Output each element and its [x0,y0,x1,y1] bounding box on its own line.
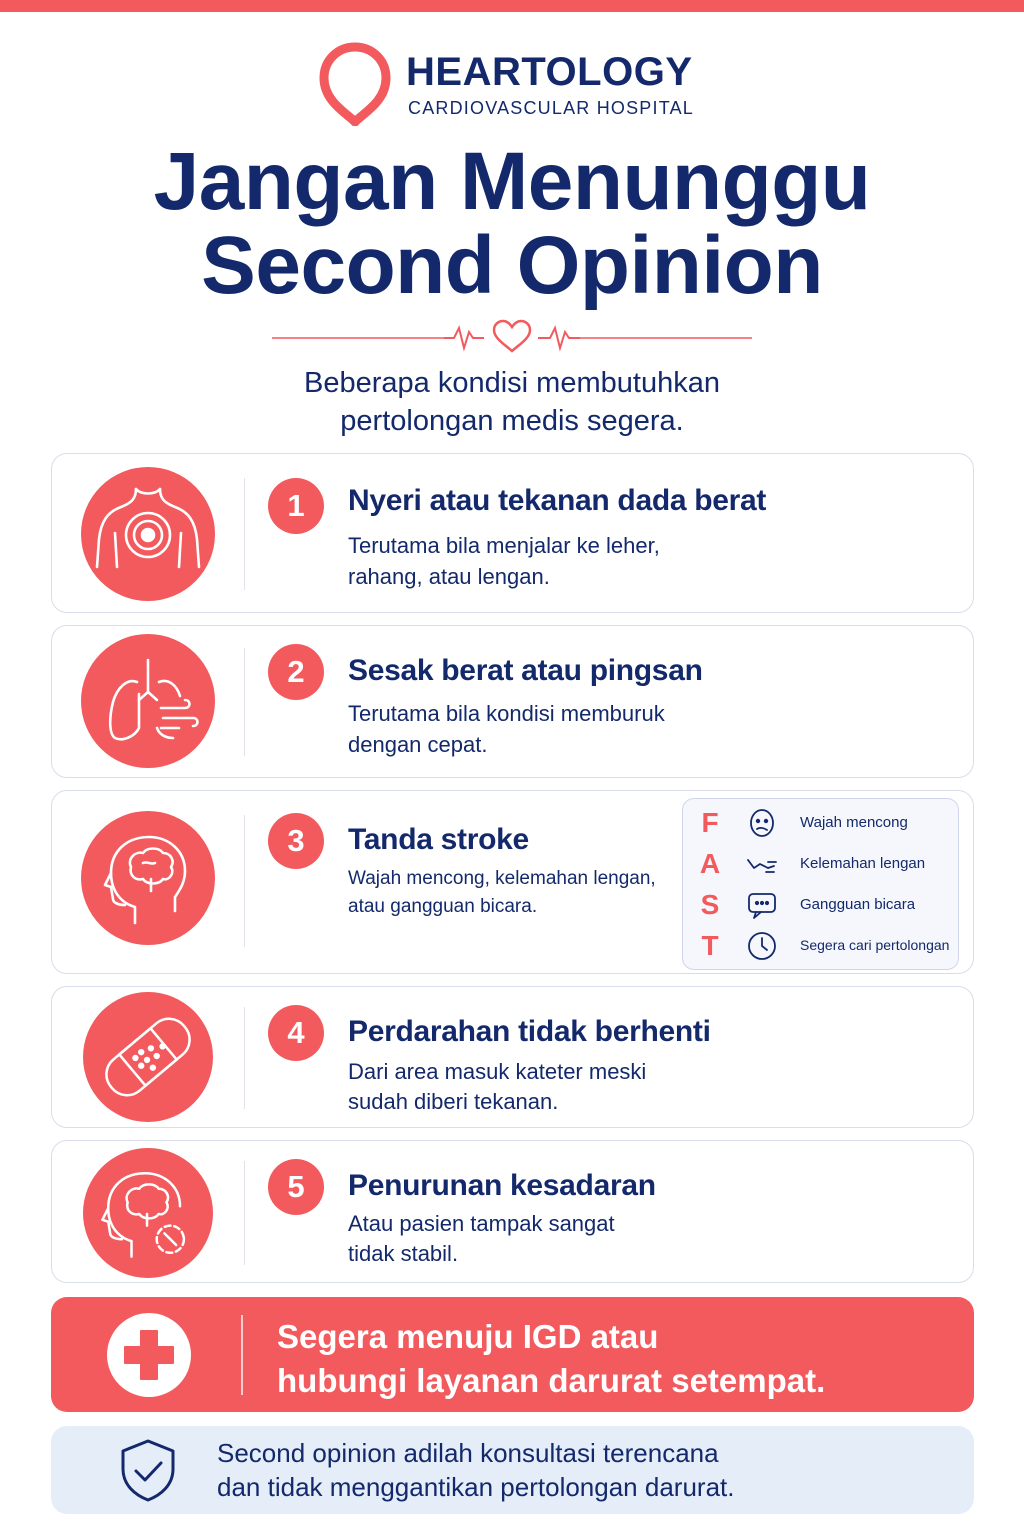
fast-label: Wajah mencong [800,814,908,831]
card-divider [244,1007,245,1109]
condition-desc-line: Terutama bila kondisi memburuk [348,701,665,726]
logo-mark-icon [318,42,392,126]
condition-desc-line: rahang, atau lengan. [348,564,550,589]
condition-description [348,1209,728,1269]
fast-label: Segera cari pertolongan [800,937,950,953]
condition-card-4 [51,986,974,1128]
condition-title: Sesak berat atau pingsan [348,654,703,687]
head-dizzy-icon [83,1148,213,1278]
card-divider [244,815,245,947]
condition-desc-line: tidak stabil. [348,1241,459,1266]
condition-desc-line: Atau pasien tampak sangat [348,1211,615,1236]
chest-pain-icon [81,467,215,601]
condition-description [348,1057,728,1117]
condition-description [348,530,728,592]
top-accent-bar [0,0,1024,12]
face-icon [746,807,778,839]
condition-description [348,865,678,921]
intro-text [0,364,1024,440]
speech-icon [746,889,778,921]
note-line-2: dan tidak menggantikan pertolongan darurat. [217,1472,735,1502]
fast-letter: A [699,848,721,879]
fast-letter: S [700,889,720,920]
fast-stroke-box [682,798,959,970]
fast-row-s [683,885,960,925]
bandage-icon [83,992,213,1122]
fast-label: Gangguan bicara [800,896,916,913]
card-divider [244,478,245,590]
card-divider [244,648,245,756]
condition-card-5 [51,1140,974,1283]
second-opinion-note [51,1426,974,1514]
condition-desc-line: atau gangguan bicara. [348,896,538,917]
condition-title: Nyeri atau tekanan dada berat [348,484,767,517]
shield-check-icon [115,1437,181,1503]
cta-line-2: hubungi layanan darurat setempat. [277,1362,826,1399]
condition-card-3 [51,790,974,974]
condition-number: 1 [268,478,324,534]
condition-title: Tanda stroke [348,823,529,856]
cta-line-1: Segera menuju IGD atau [277,1318,659,1355]
fast-label: Kelemahan lengan [800,855,926,872]
fast-letter: T [701,930,719,961]
condition-desc-line: sudah diberi tekanan. [348,1089,559,1114]
condition-desc-line: dengan cepat. [348,732,488,757]
card-divider [244,1161,245,1265]
intro-line-1: Beberapa kondisi membutuhkan [304,367,720,399]
note-text [217,1436,734,1504]
emergency-call-to-action [51,1297,974,1412]
condition-number: 5 [268,1159,324,1215]
page-title [0,136,1024,311]
cta-text [277,1315,825,1403]
cta-divider [241,1315,243,1395]
condition-title: Perdarahan tidak berhenti [348,1015,711,1048]
condition-card-2 [51,625,974,778]
note-line-1: Second opinion adilah konsultasi terencana [217,1438,719,1468]
intro-line-2: pertolongan medis segera. [340,405,684,437]
fast-row-a [683,844,960,884]
heartbeat-divider-icon [272,318,752,358]
arm-icon [746,848,778,880]
hospital-logo [318,42,708,128]
brand-subtitle: CARDIOVASCULAR HOSPITAL [408,98,694,118]
condition-number: 3 [268,813,324,869]
fast-row-f [683,803,960,843]
clock-icon [746,930,778,962]
condition-number: 2 [268,644,324,700]
condition-description [348,698,728,760]
brain-head-icon [81,811,215,945]
condition-desc-line: Dari area masuk kateter meski [348,1059,647,1084]
fast-row-t [683,926,960,966]
condition-desc-line: Wajah mencong, kelemahan lengan, [348,868,656,889]
condition-card-1 [51,453,974,613]
medical-cross-icon [107,1313,191,1397]
page-title-line-2: Second Opinion [201,220,823,311]
brand-name: HEARTOLOGY [406,50,693,94]
lungs-icon [81,634,215,768]
condition-number: 4 [268,1005,324,1061]
condition-desc-line: Terutama bila menjalar ke leher, [348,533,660,558]
page-title-line-1: Jangan Menunggu [153,136,871,227]
condition-title: Penurunan kesadaran [348,1169,656,1202]
fast-letter: F [701,807,719,838]
